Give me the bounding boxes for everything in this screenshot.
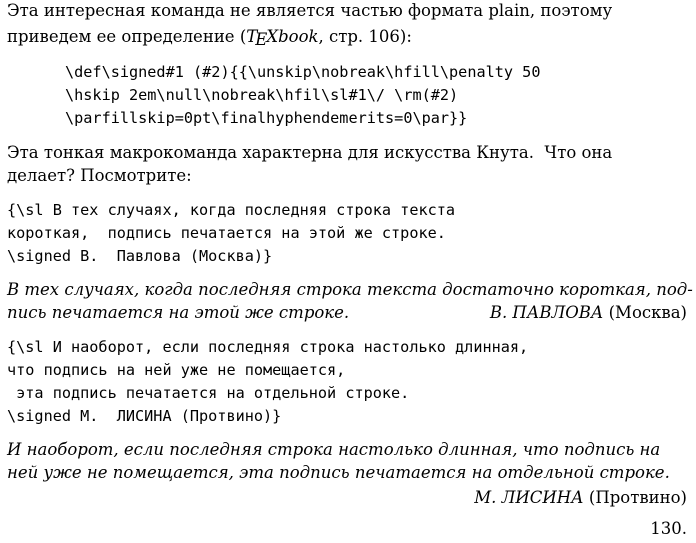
page-number: 130.	[650, 519, 687, 538]
example1-signature-place: (Москва)	[608, 303, 687, 322]
definition-code-line-1: \def\signed#1 (#2){{\unskip\nobreak\hfill\penalty 50	[65, 63, 541, 81]
example1-code-line-1: {\sl В тех случаях, когда последняя строка текста	[7, 201, 456, 219]
intro-line-2	[7, 26, 687, 48]
texbook-title	[246, 27, 319, 49]
definition-code-line-2: \hskip 2em\null\nobreak\hfil\sl#1\/ \rm(#2)	[65, 86, 459, 104]
example2-code-line-1: {\sl И наоборот, если последняя строка настолько длинная,	[7, 338, 529, 356]
intro-line-2-end: , стр. 106):	[318, 27, 412, 46]
tex-letter-e: E	[255, 30, 268, 49]
example2-code-line-2: что подпись на ней уже не помещается,	[7, 361, 346, 379]
example2-result-line-1: И наоборот, если последняя строка настолько длинная, что подпись на	[7, 440, 661, 459]
example1-signature	[490, 302, 687, 324]
example1-signature-name: В. ПАВЛОВА	[489, 303, 604, 322]
example1-code-line-3: \signed В. Павлова (Москва)}	[7, 247, 273, 265]
definition-code-line-3: \parfillskip=0pt\finalhyphendemerits=0\par}}	[65, 109, 468, 127]
example2-signature-place: (Протвино)	[588, 488, 687, 507]
example2-code-line-3: эта подпись печатается на отдельной строке.	[7, 384, 410, 402]
example2-code-line-4: \signed М. ЛИСИНА (Протвино)}	[7, 407, 282, 425]
para2-line-1: Эта тонкая макрокоманда характерна для искусства Кнута. Что она	[7, 143, 613, 162]
example1-code-line-2: короткая, подпись печатается на этой же строке.	[7, 224, 446, 242]
texbook-rest: Xbook	[266, 27, 319, 46]
example1-result-line-1: В тех случаях, когда последняя строка текста достаточно короткая, под-	[7, 280, 693, 299]
example2-result-line-2: ней уже не помещается, эта подпись печатается на отдельной строке.	[7, 463, 670, 482]
para2-line-2: делает? Посмотрите:	[7, 166, 192, 185]
intro-line-1: Эта интересная команда не является частью формата plain, поэтому	[7, 1, 613, 20]
example2-signature-name: М. ЛИСИНА	[474, 488, 584, 507]
example2-signature	[474, 487, 687, 509]
example1-result-line-2: пись печатается на этой же строке.	[7, 303, 350, 322]
tex-letter-t: T	[246, 27, 258, 46]
intro-line-2-start: приведем ее определение (	[7, 27, 247, 46]
